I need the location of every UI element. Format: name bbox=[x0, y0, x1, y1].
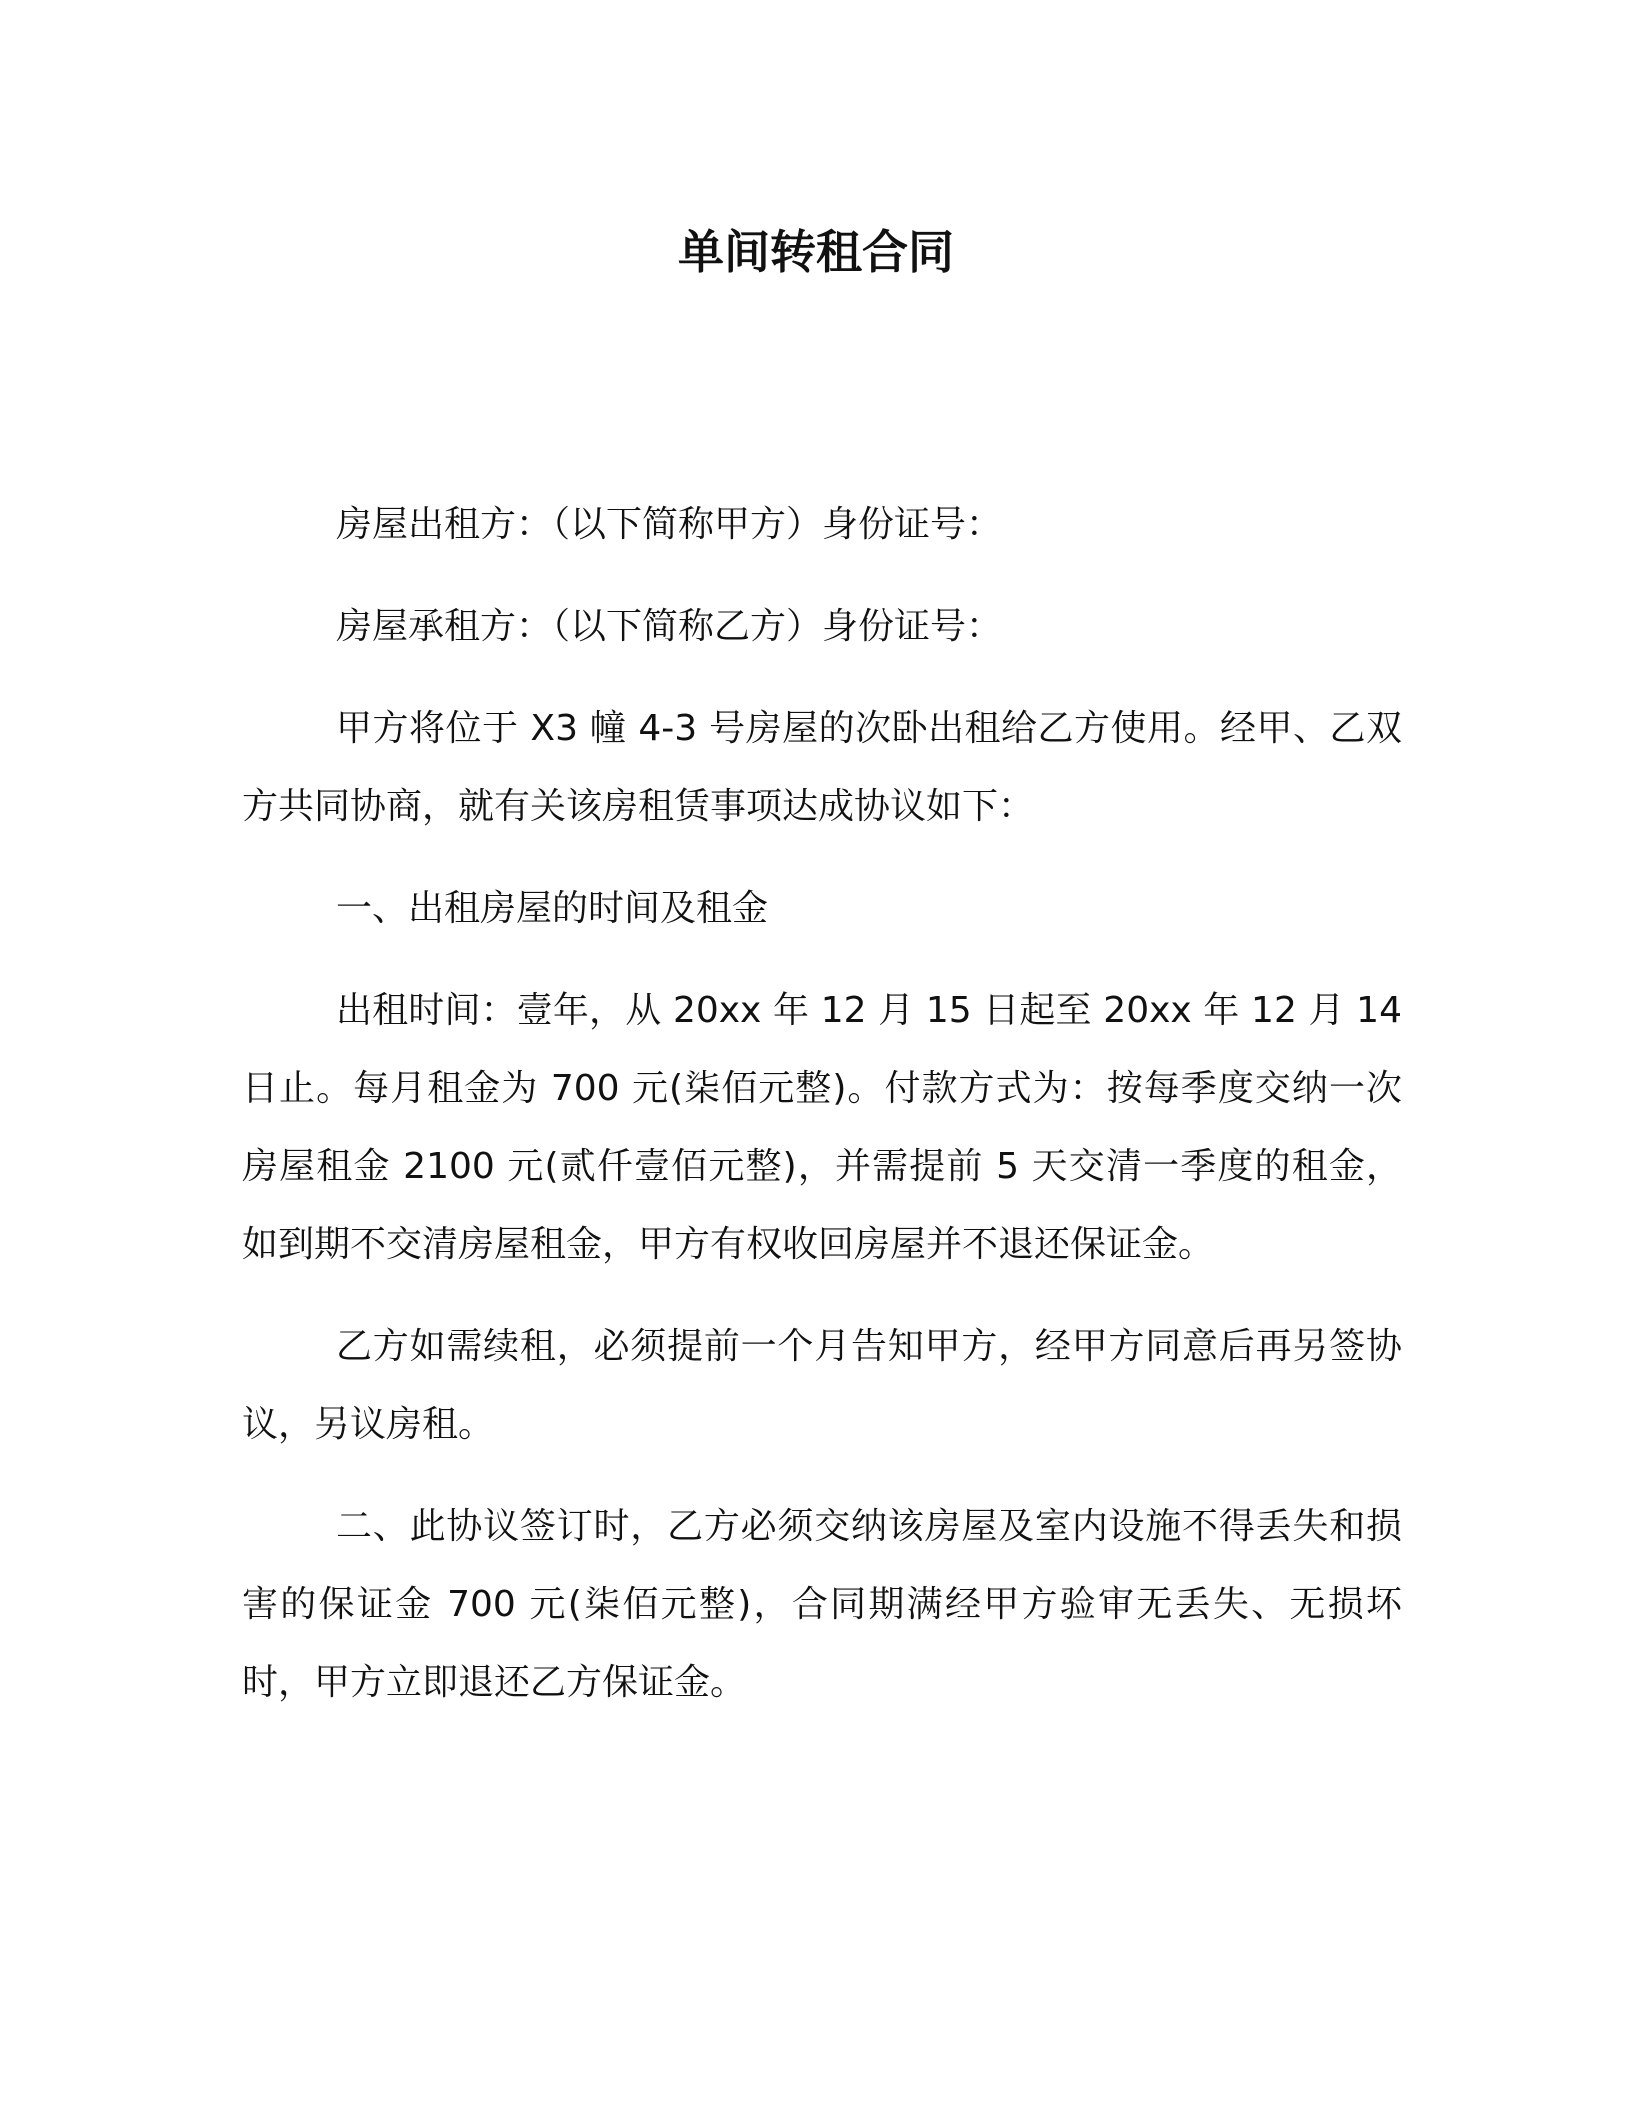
paragraph-renewal: 乙方如需续租，必须提前一个月告知甲方，经甲方同意后再另签协议，另议房租。 bbox=[242, 1326, 1402, 1445]
document-title: 单间转租合同 bbox=[678, 225, 954, 279]
paragraph-lessee: 房屋承租方：（以下简称乙方）身份证号： bbox=[336, 606, 1003, 647]
paragraph-rent-terms: 出租时间：壹年，从 20xx 年 12 月 15 日起至 20xx 年 12 月 14 日止。每月租金为 700 元(柒佰元整)。付款方式为：按每季度交纳一次房屋租金 2100 元(贰仟壹佰元整)，并需提前 5 天交清一季度的租金，如到期不交清房屋租金，甲方有权收回房屋并不退还保证金。 bbox=[242, 990, 1402, 1265]
section-heading-1: 一、出租房屋的时间及租金 bbox=[336, 888, 769, 929]
paragraph-deposit: 二、此协议签订时，乙方必须交纳该房屋及室内设施不得丢失和损害的保证金 700 元(柒佰元整)，合同期满经甲方验审无丢失、无损坏时，甲方立即退还乙方保证金。 bbox=[242, 1506, 1402, 1703]
paragraph-lessor: 房屋出租方：（以下简称甲方）身份证号： bbox=[336, 504, 1003, 545]
document-body bbox=[242, 486, 1402, 1746]
paragraph-intro: 甲方将位于 X3 幢 4-3 号房屋的次卧出租给乙方使用。经甲、乙双方共同协商，就有关该房租赁事项达成协议如下： bbox=[242, 708, 1402, 827]
